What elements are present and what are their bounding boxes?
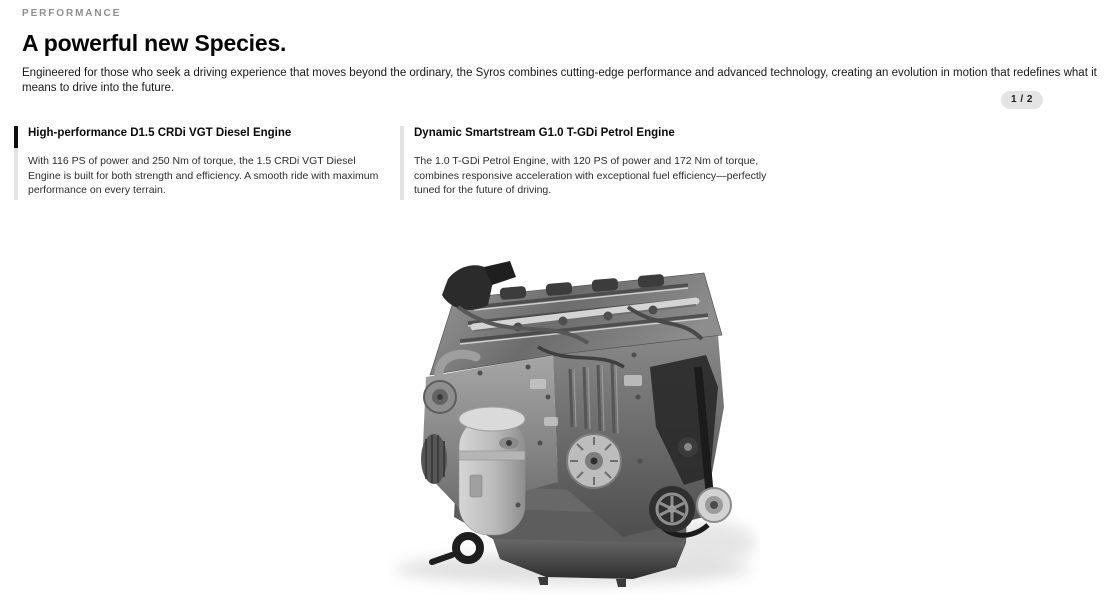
carousel-progress-indicator: [14, 126, 18, 200]
page-title: A powerful new Species.: [22, 30, 287, 56]
feature-content: [28, 126, 386, 200]
feature-content: [414, 126, 772, 200]
engine-illustration: [388, 247, 760, 595]
feature-item-diesel-engine[interactable]: [14, 126, 386, 200]
feature-carousel: [0, 126, 1117, 226]
engine-image: [388, 247, 760, 595]
section-description: Engineered for those who seek a driving experience that moves beyond the ordinary, the Syros combines cutting-edge performance and advanced technology, creating an evolution in motion that redefines what it means to drive into the future.: [22, 67, 1097, 94]
carousel-page-indicator: 1 / 2: [1001, 91, 1043, 109]
feature-body: The 1.0 T-GDi Petrol Engine, with 120 PS of power and 172 Nm of torque, combines responsive acceleration with exceptional fuel efficiency—perfectly tuned for the future of driving.: [414, 155, 767, 196]
carousel-progress-indicator: [400, 126, 404, 200]
feature-body: With 116 PS of power and 250 Nm of torque, the 1.5 CRDi VGT Diesel Engine is built for both strength and efficiency. A smooth ride with maximum performance on every terrain.: [28, 155, 379, 196]
feature-title: High-performance D1.5 CRDi VGT Diesel Engine: [28, 127, 292, 139]
feature-title: Dynamic Smartstream G1.0 T-GDi Petrol Engine: [414, 127, 675, 139]
feature-item-petrol-engine[interactable]: [400, 126, 772, 200]
section-eyebrow: PERFORMANCE: [22, 8, 122, 19]
